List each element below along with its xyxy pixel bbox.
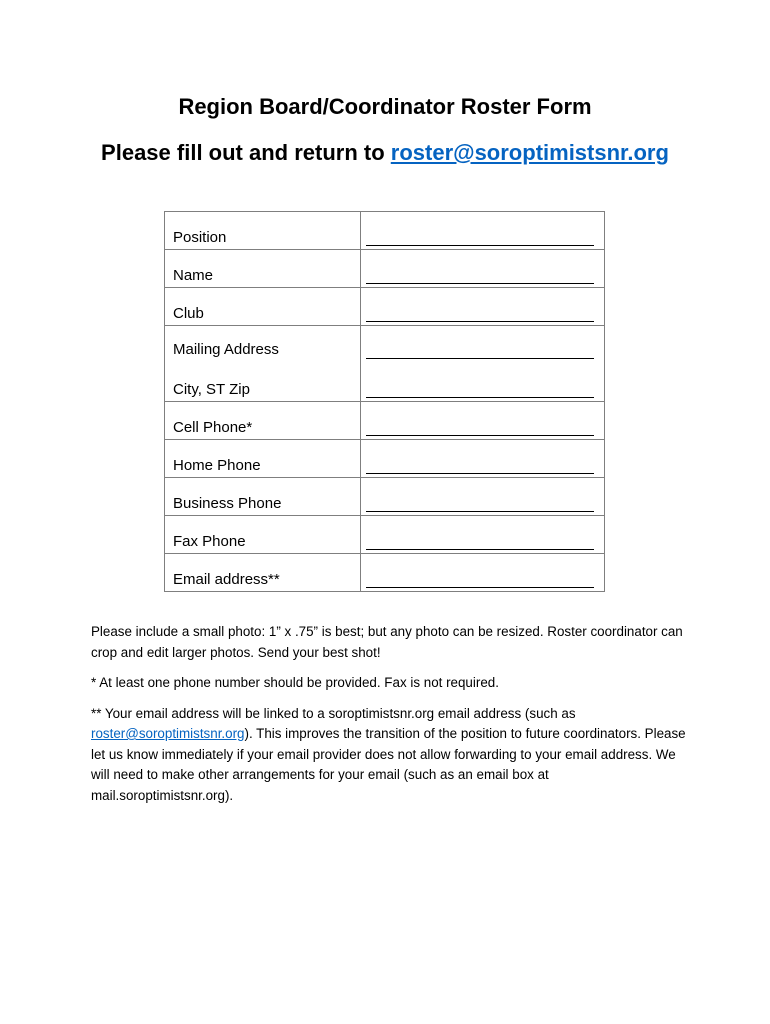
field-input-cell[interactable] xyxy=(361,288,605,326)
position-input-line[interactable] xyxy=(366,244,594,246)
field-input-cell[interactable] xyxy=(361,212,605,250)
subtitle-text: Please fill out and return to xyxy=(101,140,391,165)
field-label-mailing-address: Mailing Address xyxy=(173,341,279,358)
home-phone-input-line[interactable] xyxy=(366,472,594,474)
field-label-name: Name xyxy=(173,267,214,284)
roster-form-table xyxy=(164,211,605,592)
form-row-email xyxy=(165,554,605,592)
form-row-cell-phone xyxy=(165,402,605,440)
form-row-address xyxy=(165,326,605,402)
city-state-zip-input-line[interactable] xyxy=(366,396,594,398)
field-label-email: Email address** xyxy=(173,571,280,588)
email-note-suffix: ). This improves the transition of the position to future coordinators. Please let us know immediately if your email provider does not allow forwarding to your email address. We will need to make other arrangements for your email (such as an email box at mail.soroptimistsnr.org). xyxy=(91,726,686,803)
form-row-position xyxy=(165,212,605,250)
field-label-cell xyxy=(165,212,361,250)
field-label-cell xyxy=(165,402,361,440)
form-row-business-phone xyxy=(165,478,605,516)
field-label-cell xyxy=(165,326,361,402)
field-label-cell xyxy=(165,250,361,288)
cell-phone-input-line[interactable] xyxy=(366,434,594,436)
email-note xyxy=(91,704,691,807)
field-label-cell xyxy=(165,554,361,592)
form-subtitle xyxy=(0,140,770,166)
mailing-address-input-line[interactable] xyxy=(366,357,594,359)
form-row-home-phone xyxy=(165,440,605,478)
form-row-club xyxy=(165,288,605,326)
roster-email-note-link[interactable]: roster@soroptimistsnr.org xyxy=(91,726,245,741)
form-title: Region Board/Coordinator Roster Form xyxy=(178,94,592,119)
field-label-cell xyxy=(165,288,361,326)
field-input-cell[interactable] xyxy=(361,516,605,554)
field-label-business-phone: Business Phone xyxy=(173,495,282,512)
email-input-line[interactable] xyxy=(366,586,594,588)
field-label-cell xyxy=(165,440,361,478)
field-label-city-state-zip: City, ST Zip xyxy=(173,381,250,398)
fax-phone-input-line[interactable] xyxy=(366,548,594,550)
field-label-cell xyxy=(165,478,361,516)
field-input-cell[interactable] xyxy=(361,402,605,440)
field-label-cell xyxy=(165,516,361,554)
field-input-cell[interactable] xyxy=(361,554,605,592)
business-phone-input-line[interactable] xyxy=(366,510,594,512)
photo-note: Please include a small photo: 1” x .75” is best; but any photo can be resized. Roster coordinator can crop and edit larger photos. Send your best shot! xyxy=(91,624,683,660)
field-label-cell-phone: Cell Phone* xyxy=(173,419,253,436)
field-input-cell[interactable] xyxy=(361,478,605,516)
club-input-line[interactable] xyxy=(366,320,594,322)
roster-email-link[interactable]: roster@soroptimistsnr.org xyxy=(390,140,669,165)
field-label-club: Club xyxy=(173,305,204,322)
field-label-fax-phone: Fax Phone xyxy=(173,533,246,550)
field-label-position: Position xyxy=(173,229,227,246)
name-input-line[interactable] xyxy=(366,282,594,284)
form-row-name xyxy=(165,250,605,288)
field-input-cell[interactable] xyxy=(361,326,605,402)
field-input-cell[interactable] xyxy=(361,440,605,478)
form-row-fax-phone xyxy=(165,516,605,554)
email-note-prefix: ** Your email address will be linked to a soroptimistsnr.org email address (such as xyxy=(91,705,576,721)
instructions-notes xyxy=(91,622,691,816)
field-label-home-phone: Home Phone xyxy=(173,457,261,474)
field-input-cell[interactable] xyxy=(361,250,605,288)
phone-note: * At least one phone number should be provided. Fax is not required. xyxy=(91,675,499,690)
